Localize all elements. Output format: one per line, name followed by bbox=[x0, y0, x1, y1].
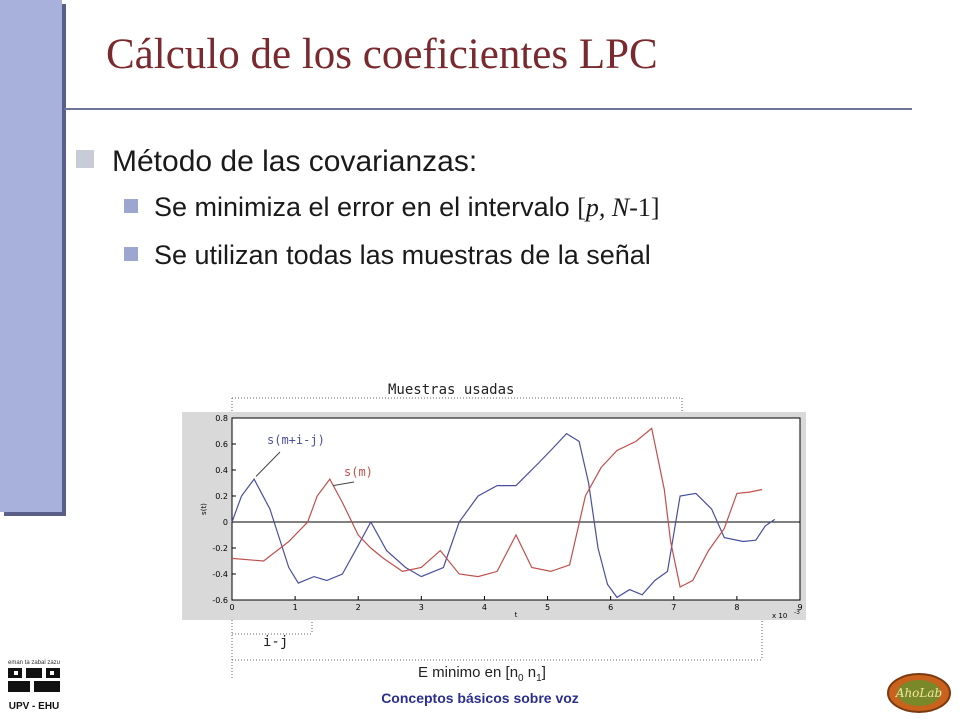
x-scale-exponent: -3 bbox=[794, 609, 800, 616]
y-tick-label: 0.8 bbox=[215, 414, 228, 423]
x-scale-label: x 10 bbox=[772, 612, 788, 620]
x-tick-label: 2 bbox=[355, 603, 361, 612]
upv-ehu-logo bbox=[4, 660, 64, 718]
emin-sub0: 0 bbox=[518, 673, 524, 684]
x-tick-label: 1 bbox=[292, 603, 298, 612]
y-axis-label: s(t) bbox=[200, 503, 208, 515]
y-tick-label: -0.2 bbox=[212, 544, 228, 553]
aholab-logo-icon bbox=[886, 672, 952, 714]
x-tick-label: 7 bbox=[671, 603, 677, 612]
y-tick-label: 0.4 bbox=[215, 466, 228, 475]
emin-mid: n bbox=[523, 664, 537, 681]
x-tick-label: 8 bbox=[734, 603, 740, 612]
math-rest: -1] bbox=[629, 193, 660, 222]
math-N: N bbox=[611, 193, 630, 222]
math-p: p, bbox=[585, 193, 606, 222]
y-tick-label: 0.6 bbox=[215, 440, 228, 449]
signal-chart bbox=[182, 412, 806, 620]
x-tick-label: 4 bbox=[481, 603, 487, 612]
label-s-m: s(m) bbox=[344, 465, 373, 479]
emin-sub1: 1 bbox=[536, 673, 542, 684]
sub2-text: Se utilizan todas las muestras de la señal bbox=[154, 240, 651, 270]
aholab-logo-text: AhoLab bbox=[895, 686, 943, 700]
logo-motto: eman ta zabal zazu bbox=[7, 660, 61, 666]
emin-suffix: ] bbox=[541, 664, 546, 681]
y-tick-label: -0.6 bbox=[212, 596, 228, 605]
y-tick-label: -0.4 bbox=[212, 570, 228, 579]
ij-label: i-j bbox=[263, 634, 289, 650]
top-label-muestras: Muestras usadas bbox=[388, 382, 515, 398]
logo-text: UPV - EHU bbox=[8, 701, 60, 712]
x-tick-label: 9 bbox=[797, 603, 803, 612]
footer-title: Conceptos básicos sobre voz bbox=[381, 690, 579, 706]
x-tick-label: 0 bbox=[229, 603, 235, 612]
slide-title: Cálculo de los coeficientes LPC bbox=[106, 31, 658, 78]
bullet1-text: Método de las covarianzas: bbox=[112, 145, 478, 178]
emin-prefix: E minimo en [n bbox=[418, 664, 519, 681]
x-tick-label: 3 bbox=[418, 603, 424, 612]
aholab-logo bbox=[886, 672, 952, 714]
x-tick-label: 5 bbox=[545, 603, 551, 612]
label-s-m-i-j: s(m+i-j) bbox=[267, 433, 325, 447]
y-tick-label: 0 bbox=[222, 518, 228, 527]
sub1-text: Se minimiza el error en el intervalo bbox=[154, 192, 570, 222]
y-tick-label: 0.2 bbox=[215, 492, 228, 501]
x-tick-label: 6 bbox=[608, 603, 614, 612]
x-axis-label: t bbox=[514, 611, 518, 619]
plot-area bbox=[182, 412, 806, 620]
math-bracket-open: [ bbox=[577, 193, 586, 222]
